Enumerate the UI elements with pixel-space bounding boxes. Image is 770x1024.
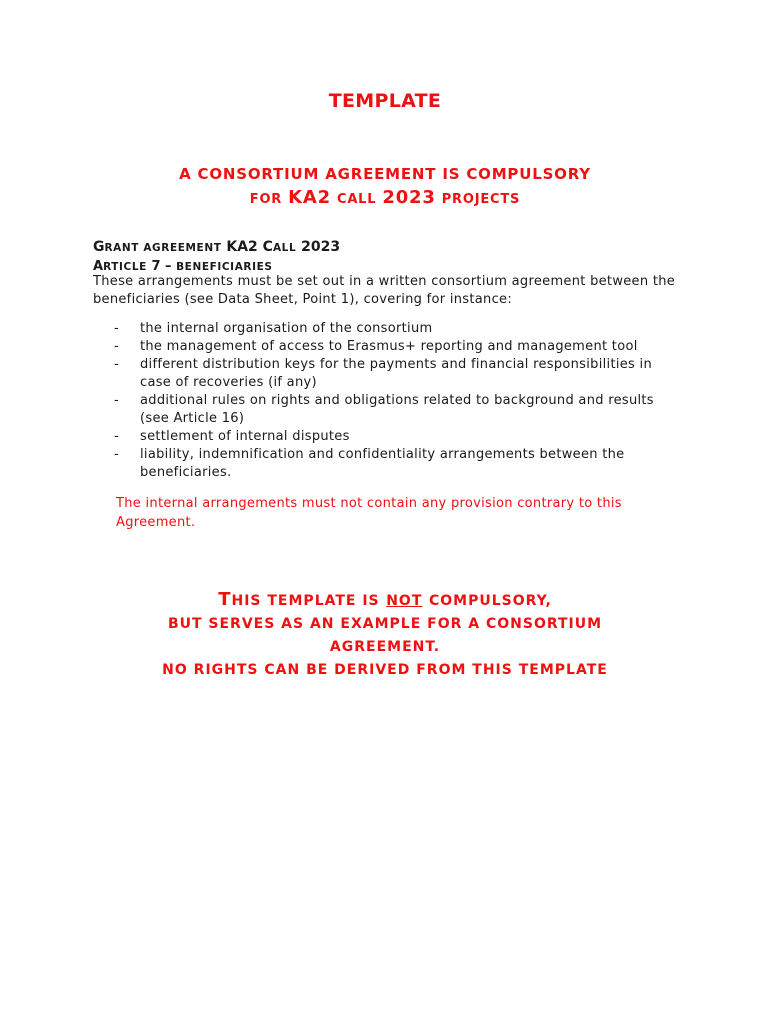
heading-for: FOR — [249, 192, 283, 207]
not-emphasis: NOT — [386, 593, 423, 609]
list-item: - settlement of internal disputes — [114, 429, 350, 444]
grant-rest: RANT AGREEMENT — [104, 242, 222, 254]
page-title: TEMPLATE — [328, 90, 442, 112]
grant-cap: G — [93, 239, 105, 255]
call-cap: C — [262, 239, 273, 255]
internal-arrangements-note: The internal arrangements must not contain any provision contrary to this Agreement. — [116, 496, 622, 530]
heading-line-2 — [0, 186, 770, 211]
disclaimer-line-1: THIS TEMPLATE IS NOT COMPULSORY, — [218, 589, 552, 610]
call-rest: ALL — [272, 242, 297, 254]
heading-ka2: KA2 — [288, 187, 331, 208]
disclaimer-line-3: AGREEMENT. — [329, 639, 441, 655]
article-rest: RTICLE — [103, 261, 147, 273]
heading-line-1: A CONSORTIUM AGREEMENT IS COMPULSORY — [179, 165, 591, 183]
heading-call: CALL — [336, 192, 377, 207]
article-number: 7 – — [151, 259, 172, 274]
article-heading — [93, 259, 273, 274]
intro-paragraph: These arrangements must be set out in a written consortium agreement between the beneficiaries (see Data Sheet, Point 1), covering for instance: — [93, 274, 676, 307]
list-item: - the management of access to Erasmus+ reporting and management tool — [114, 339, 638, 354]
grant-agreement-heading — [93, 239, 340, 255]
article-cap: A — [93, 259, 104, 274]
list-item: - the internal organisation of the consortium — [114, 321, 433, 336]
heading-year: 2023 — [382, 187, 436, 208]
list-item: - additional rules on rights and obligations related to background and results (see Article 16) — [114, 393, 654, 426]
compulsory-heading — [0, 163, 770, 211]
disclaimer-line-4: NO RIGHTS CAN BE DERIVED FROM THIS TEMPLATE — [162, 662, 608, 678]
list-item: - different distribution keys for the payments and financial responsibilities in case of recoveries (if any) — [114, 357, 653, 390]
article-beneficiaries: BENEFICIARIES — [176, 261, 273, 273]
heading-projects: PROJECTS — [441, 192, 521, 207]
disclaimer-line-2: BUT SERVES AS AN EXAMPLE FOR A CONSORTIUM — [167, 616, 603, 632]
grant-year: 2023 — [301, 239, 341, 255]
arrangements-list — [114, 320, 684, 482]
disclaimer-block — [0, 588, 770, 682]
list-item: - liability, indemnification and confidentiality arrangements between the beneficiaries. — [114, 447, 625, 480]
grant-ka2: KA2 — [226, 239, 258, 255]
